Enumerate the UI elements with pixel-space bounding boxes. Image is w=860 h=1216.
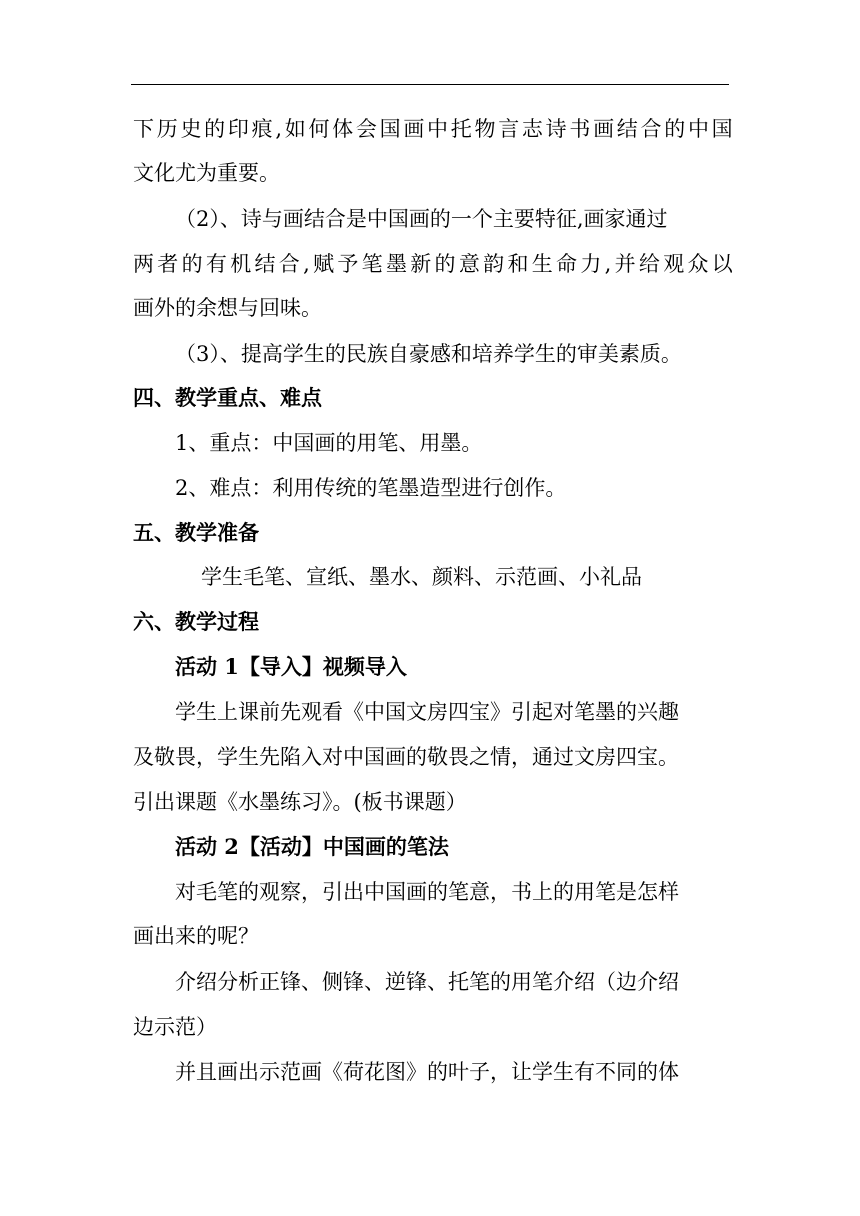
section-6-heading: 六、教学过程	[133, 609, 259, 634]
paragraph-2-line-3: 画外的余想与回味。	[133, 296, 322, 320]
activity-2-paragraph-3-line-1: 并且画出示范画《荷花图》的叶子，让学生有不同的体	[175, 1060, 679, 1084]
activity-2-title: 活动 2【活动】中国画的笔法	[175, 834, 449, 859]
section-5-materials: 学生毛笔、宣纸、墨水、颜料、示范画、小礼品	[201, 565, 642, 589]
activity-1-line-3: 引出课题《水墨练习》。(板书课题）	[133, 790, 467, 814]
section-5-heading: 五、教学准备	[133, 520, 259, 545]
activity-1-line-1: 学生上课前先观看《中国文房四宝》引起对笔墨的兴趣	[175, 700, 679, 724]
paragraph-3: （3）、提高学生的民族自豪感和培养学生的审美素质。	[175, 342, 682, 366]
section-4-item-1: 1、重点：中国画的用笔、用墨。	[175, 431, 483, 455]
header-rule	[131, 84, 729, 85]
paragraph-2-line-2: 两 者 的 有 机 结 合 , 赋 予 笔 墨 新 的 意 韵 和 生 命 力 , 并 给 观 众 以	[133, 252, 733, 276]
paragraph-1-line-1: 下 历 史 的 印 痕 , 如 何 体 会 国 画 中 托 物 言 志 诗 书 画 结 合 的 中 国	[133, 117, 733, 141]
section-4-item-2: 2、难点：利用传统的笔墨造型进行创作。	[175, 476, 567, 500]
activity-2-paragraph-1-line-2: 画出来的呢？	[133, 924, 259, 948]
activity-1-title: 活动 1【导入】视频导入	[175, 654, 407, 679]
section-4-heading: 四、教学重点、难点	[133, 385, 322, 410]
paragraph-1-line-2: 文化尤为重要。	[133, 161, 280, 185]
activity-2-paragraph-2-line-2: 边示范）	[133, 1015, 217, 1039]
activity-2-paragraph-2-line-1: 介绍分析正锋、侧锋、逆锋、托笔的用笔介绍（边介绍	[175, 970, 679, 994]
activity-2-paragraph-1-line-1: 对毛笔的观察，引出中国画的笔意，书上的用笔是怎样	[175, 880, 679, 904]
activity-1-line-2: 及敬畏，学生先陷入对中国画的敬畏之情，通过文房四宝。	[133, 745, 679, 769]
paragraph-2-line-1: （2）、诗与画结合是中国画的一个主要特征,画家通过	[175, 207, 668, 231]
